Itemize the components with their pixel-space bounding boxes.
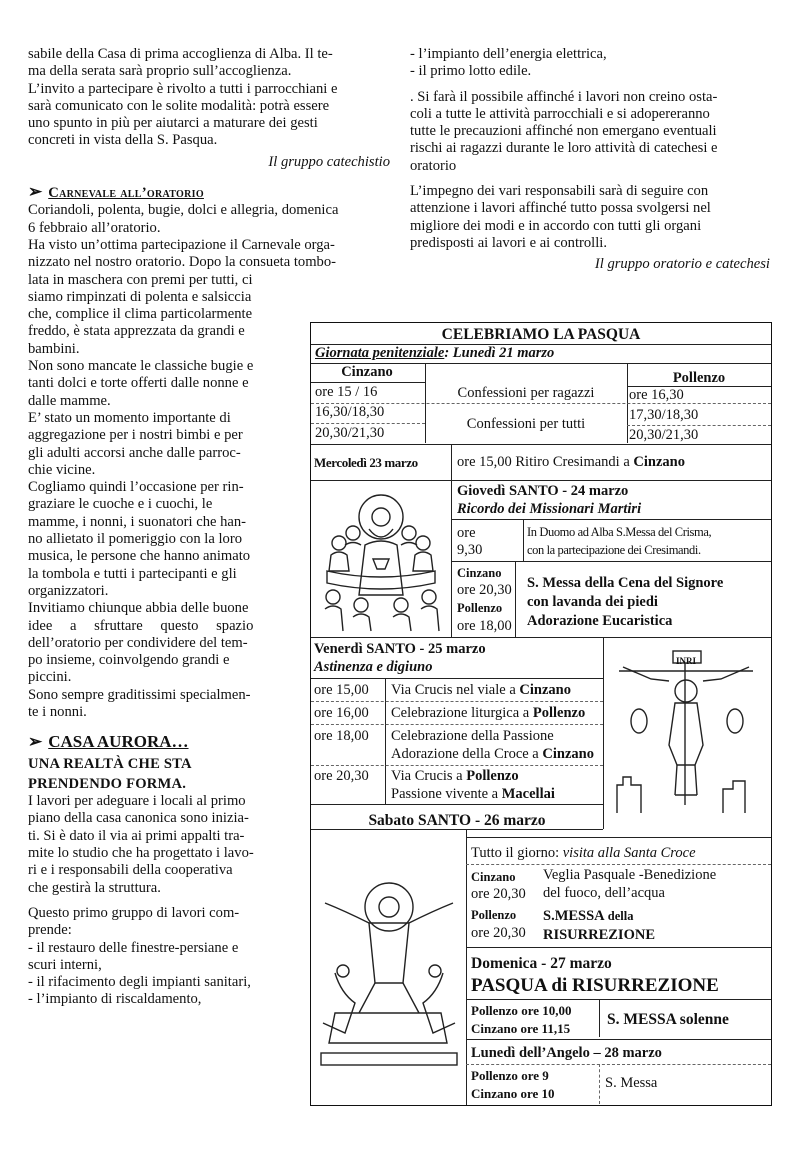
text-line: aggregazione per i nostri bimbi e per <box>28 427 243 444</box>
sabato-veglia-2: del fuoco, dell’acqua <box>543 885 665 901</box>
aurora-block <box>28 756 298 1009</box>
venerdi-event-place: Cinzano <box>519 682 571 698</box>
text-line: - l’impianto di riscaldamento, <box>28 991 202 1008</box>
carnevale-heading <box>28 183 400 202</box>
aurora-subtitle: PRENDENDO FORMA. <box>28 775 187 792</box>
domenica-pollenzo-time: ore 10,00 <box>517 1003 572 1018</box>
text-line: la tombola e tutti i partecipanti e gli <box>28 565 237 582</box>
text-line: dalle mamme. <box>28 392 111 409</box>
lunedi-cinzano-label: Cinzano <box>471 1086 518 1101</box>
resurrection-illustration <box>315 863 463 1068</box>
text-line: predisposti ai lavori e ai controlli. <box>410 234 607 251</box>
giovedi-ore: ore <box>457 525 476 541</box>
text-line: ma della serata sarà proprio sull’accoglienza. <box>28 63 292 80</box>
venerdi-event-place: Macellai <box>501 786 555 802</box>
text-line: Sono sempre graditissimi specialmen- <box>28 686 251 703</box>
domenica-pollenzo <box>471 1002 572 1019</box>
pollenzo-time-3: 20,30/21,30 <box>629 427 699 443</box>
text-line: po insieme, coinvolgendo grandi e <box>28 652 230 669</box>
pollenzo-time-2: 17,30/18,30 <box>629 407 699 423</box>
mercoledi-text: ore 15,00 Ritiro Cresimandi a <box>457 454 634 470</box>
text-line: graziare le cuoche e i cuochi, le <box>28 496 213 513</box>
text-line: coli a tutte le attività parrocchiali e si adopereranno <box>410 105 710 122</box>
easter-schedule-box <box>310 322 772 1106</box>
text-line: dell’oratorio per condividere del tem- <box>28 634 248 651</box>
text-line: I lavori per adeguare i locali al primo <box>28 793 246 810</box>
aurora-subtitle: UNA REALTÀ CHE STA <box>28 755 192 772</box>
lunedi-cinzano-time: ore 10 <box>517 1086 555 1101</box>
inri-label: INRI <box>676 656 697 666</box>
carnevale-title: Carnevale all’oratorio <box>48 185 204 202</box>
text-line: concreti in vista della S. Pasqua. <box>28 132 218 149</box>
text-line: Questo primo gruppo di lavori com- <box>28 904 240 921</box>
text-line: no allietato il pomeriggio con la loro <box>28 531 242 548</box>
sabato-title: Sabato SANTO - 26 marzo <box>368 812 546 829</box>
text-line: oratorio <box>410 157 457 174</box>
text-line: attenzione i lavori affinché tutto possa svolgersi nel <box>410 200 711 217</box>
domenica-pollenzo-label: Pollenzo <box>471 1003 518 1018</box>
carnevale-narrow-block <box>28 272 298 722</box>
venerdi-event-4a <box>391 768 519 785</box>
text-line: - il rifacimento degli impianti sanitari, <box>28 974 251 991</box>
giovedi-messa-3: Adorazione Eucaristica <box>527 613 673 629</box>
lunedi-pollenzo-label: Pollenzo <box>471 1068 518 1083</box>
lunedi-title: Lunedì dell’Angelo – 28 marzo <box>471 1045 662 1061</box>
text-line: prende: <box>28 922 72 939</box>
text-line: chie vicine. <box>28 461 96 478</box>
text-line: tanti dolci e torte offerti dalle nonne e <box>28 375 249 392</box>
sabato-visit: visita alla Santa Croce <box>562 845 696 861</box>
text-line: gli adulti accorsi anche dalle parroc- <box>28 444 241 461</box>
cinzano-header: Cinzano <box>341 364 393 380</box>
mercoledi-place: Cinzano <box>633 454 685 470</box>
sabato-pollenzo: Pollenzo <box>471 908 517 922</box>
text-line: scuri interni, <box>28 956 102 973</box>
domenica-big-title: PASQUA di RISURREZIONE <box>471 975 719 996</box>
confessioni-tutti: Confessioni per tutti <box>466 416 586 432</box>
venerdi-event-3a: Celebrazione della Passione <box>391 728 554 744</box>
sabato-cinzano: Cinzano <box>471 870 516 884</box>
venerdi-time-4: ore 20,30 <box>314 768 369 784</box>
lunedi-cinzano <box>471 1085 555 1102</box>
text-line: mamme, i nonni, i suonatori che han- <box>28 513 247 530</box>
venerdi-event-text: Passione vivente a <box>391 786 502 802</box>
text-line: organizzatori. <box>28 582 109 599</box>
text-line: te i nonni. <box>28 703 87 720</box>
venerdi-event-text: Via Crucis nel viale a <box>391 682 520 698</box>
text-line: Ha visto un’ottima partecipazione il Carnevale orga- <box>28 236 335 253</box>
venerdi-time-1: ore 15,00 <box>314 682 369 698</box>
cinzano-time-3: 20,30/21,30 <box>315 425 385 441</box>
venerdi-time-3: ore 18,00 <box>314 728 369 744</box>
domenica-messa: S. MESSA solenne <box>607 1011 729 1028</box>
sabato-pollenzo-time: ore 20,30 <box>471 925 526 941</box>
penitential-date: : Lunedì 21 marzo <box>444 345 555 361</box>
intro-paragraph <box>28 46 400 150</box>
text-line: Non sono mancate le classiche bugie e <box>28 358 254 375</box>
venerdi-event-place: Pollenzo <box>532 705 586 721</box>
text-line: freddo, è stata apprezzata da grandi e <box>28 323 245 340</box>
text-line: che gestirà la struttura. <box>28 879 161 896</box>
venerdi-event-place: Pollenzo <box>466 768 519 784</box>
arrow-icon: ➢ <box>28 732 43 752</box>
text-line: ri e i responsabili della cooperativa <box>28 862 233 879</box>
mercoledi-label: Mercoledì 23 marzo <box>314 455 418 470</box>
sabato-day <box>471 845 696 862</box>
cinzano-time-2: 16,30/18,30 <box>315 404 385 420</box>
sabato-messa-text: S.MESSA <box>543 908 605 924</box>
text-line: 6 febbraio all’oratorio. <box>28 219 161 236</box>
mercoledi-event <box>457 454 685 471</box>
sabato-day-label: Tutto il giorno: <box>471 845 563 861</box>
giovedi-pollenzo-time: ore 18,00 <box>457 618 512 634</box>
sabato-veglia-1: Veglia Pasquale -Benedizione <box>543 867 717 883</box>
text-line: piccini. <box>28 669 72 686</box>
giovedi-subtitle: Ricordo dei Missionari Martiri <box>457 501 642 517</box>
right-signature: Il gruppo oratorio e catechesi <box>594 256 770 273</box>
text-line: Coriandoli, polenta, bugie, dolci e allegria, domenica <box>28 202 339 219</box>
text-line: L’impegno dei vari responsabili sarà di seguire con <box>410 183 709 200</box>
confessioni-ragazzi: Confessioni per ragazzi <box>457 385 595 401</box>
lunedi-pollenzo <box>471 1067 549 1084</box>
lunedi-messa: S. Messa <box>605 1075 658 1091</box>
venerdi-event-text: Via Crucis a <box>391 768 467 784</box>
text-line: Cogliamo quindi l’occasione per rin- <box>28 479 244 496</box>
text-line: E’ stato un momento importante di <box>28 409 231 426</box>
giovedi-title: Giovedì SANTO - 24 marzo <box>457 483 629 499</box>
text-line: idee a sfruttare questo spazio <box>28 617 254 634</box>
text-line: sarà comunicato con le solite modalità: potrà essere <box>28 97 330 114</box>
text-line: . Si farà il possibile affinché i lavori non creino osta- <box>410 88 718 105</box>
venerdi-event-1 <box>391 682 571 699</box>
text-line: migliore dei modi e in accordo con tutti gli organi <box>410 217 702 234</box>
giovedi-duomo-1: In Duomo ad Alba S.Messa del Crisma, <box>527 525 712 539</box>
sabato-messa-1 <box>543 908 633 925</box>
venerdi-event-2 <box>391 705 585 722</box>
domenica-title: Domenica - 27 marzo <box>471 955 612 972</box>
text-line: tutte le precauzioni affinché non emergano eventuali <box>410 123 717 140</box>
text-line: sabile della Casa di prima accoglienza di Alba. Il te- <box>28 46 333 62</box>
venerdi-event-text: Adorazione della Croce a <box>391 746 543 762</box>
pollenzo-time-1: ore 16,30 <box>629 387 684 403</box>
domenica-cinzano-time: ore 11,15 <box>517 1021 571 1036</box>
last-supper-illustration <box>317 485 445 633</box>
penitential-heading <box>315 345 554 362</box>
text-line: uno spunto in più per aiutarci a maturare dei gesti <box>28 115 318 132</box>
domenica-cinzano <box>471 1020 570 1037</box>
domenica-cinzano-label: Cinzano <box>471 1021 518 1036</box>
text-line: che, complice il clima particolarmente <box>28 306 253 323</box>
venerdi-time-2: ore 16,00 <box>314 705 369 721</box>
venerdi-event-3b <box>391 746 594 763</box>
aurora-title: CASA AURORA… <box>48 732 189 752</box>
text-line: siamo rimpinzati di polenta e salsiccia <box>28 288 252 305</box>
text-line: ti. Si è dato il via ai primi appalti tra- <box>28 827 245 844</box>
giovedi-duomo-2: con la partecipazione dei Cresimandi. <box>527 543 701 557</box>
intro-signature: Il gruppo catechistio <box>268 153 390 170</box>
giovedi-time: 9,30 <box>457 542 483 558</box>
box-title: CELEBRIAMO LA PASQUA <box>441 326 641 343</box>
text-line: L’invito a partecipare è rivolto a tutti i parrocchiani e <box>28 80 338 97</box>
giovedi-pollenzo: Pollenzo <box>457 601 503 615</box>
text-line: nizzato nel nostro oratorio. Dopo la consueta tombo- <box>28 254 337 271</box>
text-line: Invitiamo chiunque abbia delle buone <box>28 600 249 617</box>
venerdi-event-text: Celebrazione liturgica a <box>391 705 533 721</box>
giovedi-messa-1: S. Messa della Cena del Signore <box>527 575 724 591</box>
lunedi-pollenzo-time: ore 9 <box>517 1068 549 1083</box>
right-column <box>410 46 770 274</box>
sabato-messa-della: della <box>604 909 634 923</box>
venerdi-title: Venerdì SANTO - 25 marzo <box>314 641 486 657</box>
text-line: - l’impianto dell’energia elettrica, <box>410 46 607 62</box>
crucifix-illustration <box>611 645 761 817</box>
text-line: - il restauro delle finestre-persiane e <box>28 939 239 956</box>
giovedi-cinzano-time: ore 20,30 <box>457 582 512 598</box>
text-line: musica, le persone che hanno animato <box>28 548 251 565</box>
penitential-label: Giornata penitenziale <box>315 345 445 361</box>
giovedi-messa-2: con lavanda dei piedi <box>527 594 658 610</box>
text-line: - il primo lotto edile. <box>410 63 532 80</box>
venerdi-event-place: Cinzano <box>542 746 594 762</box>
text-line: bambini. <box>28 340 80 357</box>
giovedi-cinzano: Cinzano <box>457 566 502 580</box>
cinzano-time-1: ore 15 / 16 <box>315 384 378 400</box>
pollenzo-header: Pollenzo <box>672 370 726 386</box>
text-line: mite lo studio che ha progettato i lavo- <box>28 845 254 862</box>
text-line: lata in maschera con premi per tutti, ci <box>28 271 253 288</box>
arrow-icon: ➢ <box>28 182 43 202</box>
venerdi-subtitle: Astinenza e digiuno <box>314 659 433 675</box>
sabato-messa-2: RISURREZIONE <box>543 927 655 943</box>
text-line: rischi ai ragazzi durante le loro attività di catechesi e <box>410 140 718 157</box>
venerdi-event-4b <box>391 786 555 803</box>
sabato-cinzano-time: ore 20,30 <box>471 886 526 902</box>
text-line: piano della casa canonica sono iniziа- <box>28 810 249 827</box>
